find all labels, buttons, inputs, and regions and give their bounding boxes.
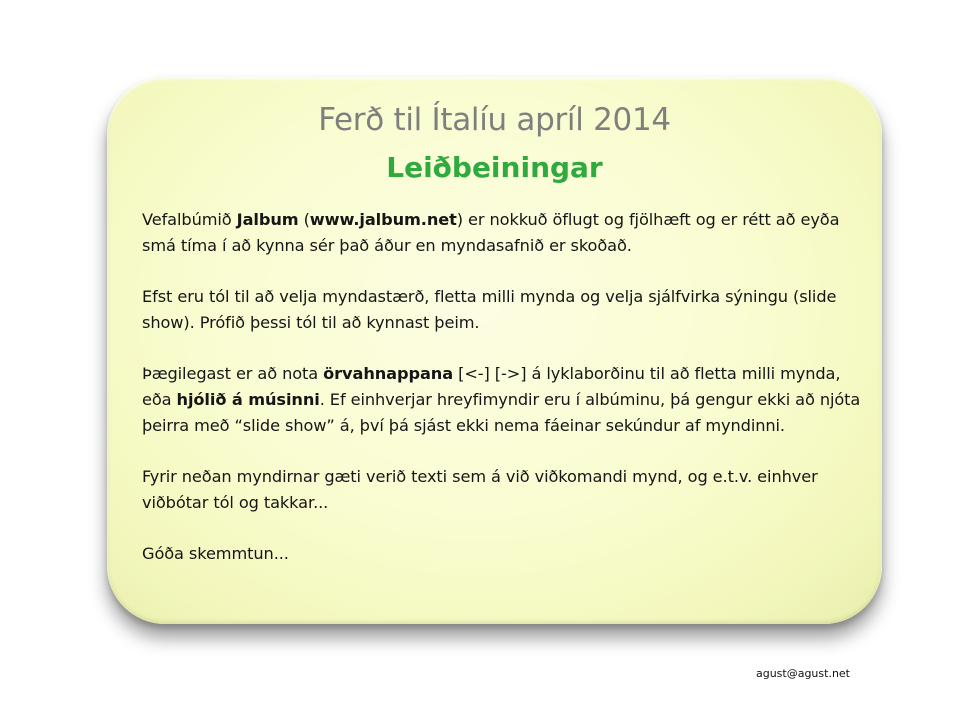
jalbum-url: www.jalbum.net: [309, 210, 457, 229]
paragraph-navigation: [142, 361, 862, 439]
paragraph-navigation-text-2: [<-] [->] á lyklaborðinu til að fletta milli mynda, eða: [142, 364, 841, 409]
mouse-wheel-term: hjólið á músinni: [176, 390, 320, 409]
contact-email: agust@agust.net: [755, 667, 850, 680]
instructions-body: [142, 207, 862, 567]
paragraph-intro: [142, 207, 862, 259]
paragraph-intro-text-1: Vefalbúmið: [142, 210, 237, 229]
paragraph-tools: Efst eru tól til að velja myndastærð, fletta milli mynda og velja sjálfvirka sýningu (slide show). Prófið þessi tól til að kynnast þeim.: [142, 287, 837, 332]
paragraph-intro-text-2: (: [298, 210, 310, 229]
page-subtitle: Leiðbeiningar: [386, 151, 603, 184]
paragraph-closing: Góða skemmtun...: [142, 544, 289, 563]
page-title: Ferð til Ítalíu apríl 2014: [318, 102, 671, 138]
paragraph-navigation-text-3: . Ef einhverjar hreyfimyndir eru í albúminu, þá gengur ekki að njóta þeirra með “slide show” á, því þá sjást ekki nema fáeinar sekúndur af myndinni.: [142, 390, 861, 435]
paragraph-captions: Fyrir neðan myndirnar gæti verið texti sem á við viðkomandi mynd, og e.t.v. einhver viðbótar tól og takkar...: [142, 467, 818, 512]
jalbum-name: Jalbum: [236, 210, 299, 229]
arrow-keys-term: örvahnappana: [323, 364, 454, 383]
paragraph-navigation-text-1: Þægilegast er að nota: [142, 364, 324, 383]
paragraph-intro-text-3: ) er nokkuð öflugt og fjölhæft og er rétt að eyða smá tíma í að kynna sér það áður en myndasafnið er skoðað.: [142, 210, 840, 255]
